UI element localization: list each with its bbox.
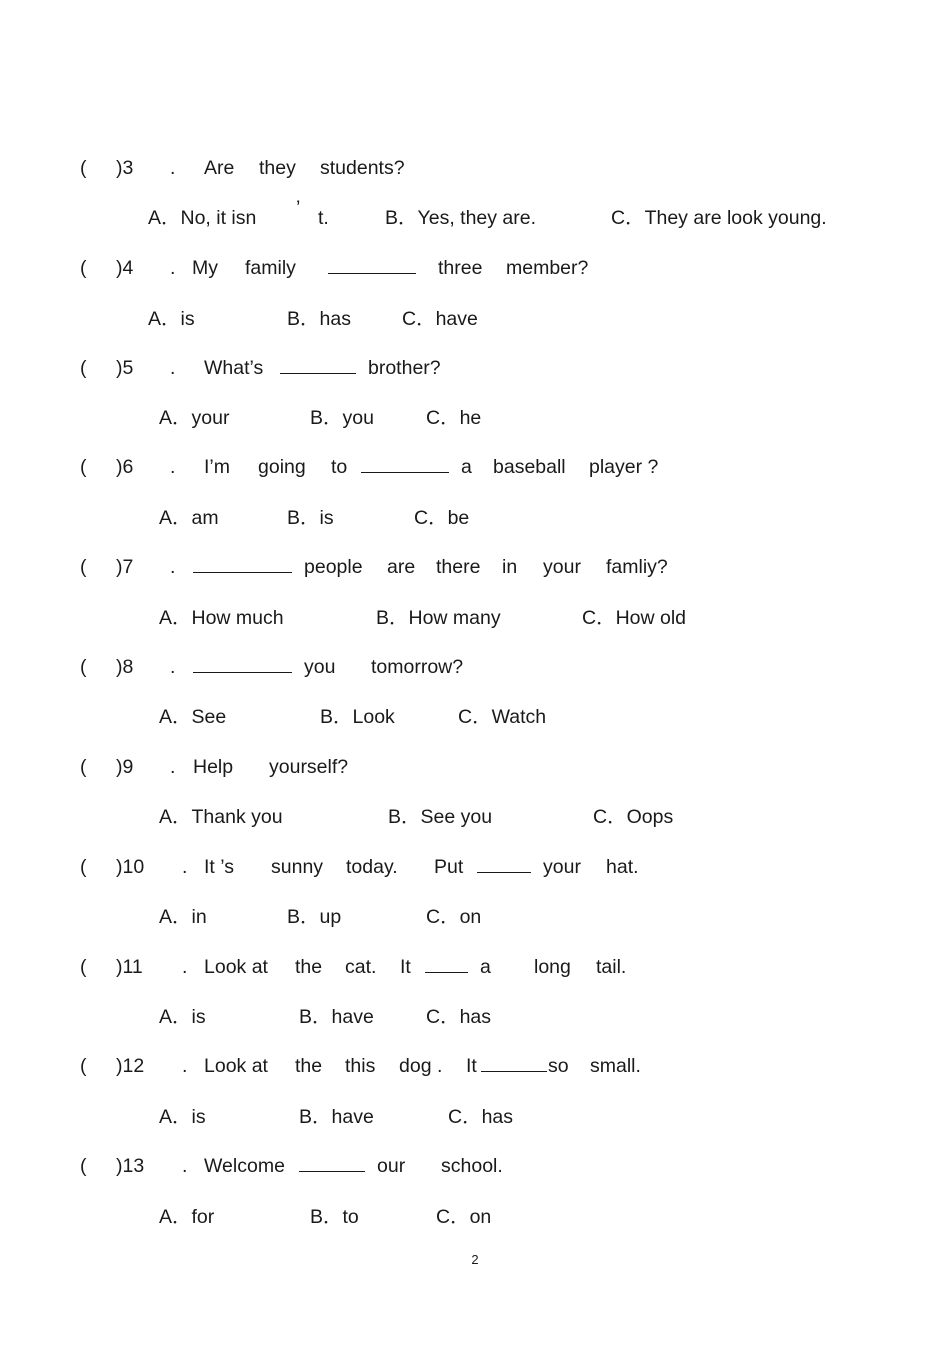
question-text: Look at xyxy=(204,1055,268,1077)
answer-blank[interactable] xyxy=(193,553,292,581)
question-text: yourself? xyxy=(269,756,349,778)
answer-blank[interactable] xyxy=(299,1152,365,1180)
options-5 xyxy=(0,404,950,432)
options-10 xyxy=(0,903,950,931)
question-number: )3 xyxy=(116,157,134,179)
answer-paren-open: ( xyxy=(80,956,87,978)
answer-paren-open: ( xyxy=(80,756,87,778)
option-a: A．in xyxy=(159,906,207,928)
question-6 xyxy=(0,453,950,481)
option-b: B．Yes, they are. xyxy=(385,207,537,229)
question-5 xyxy=(0,354,950,382)
option-a-tail: t. xyxy=(318,207,329,229)
answer-paren-open: ( xyxy=(80,157,87,179)
question-text: tail. xyxy=(596,956,627,978)
question-text: baseball xyxy=(493,456,566,478)
question-text: are xyxy=(387,556,416,578)
question-text: they xyxy=(259,157,296,179)
question-text: Put xyxy=(434,856,464,878)
question-dot: . xyxy=(182,1155,188,1177)
question-text: It xyxy=(466,1055,477,1077)
answer-paren-open: ( xyxy=(80,656,87,678)
question-text: brother? xyxy=(368,357,441,379)
option-c: C．Oops xyxy=(593,806,674,828)
question-dot: . xyxy=(182,856,188,878)
answer-blank[interactable] xyxy=(328,254,416,282)
options-13 xyxy=(0,1203,950,1231)
question-text: long xyxy=(534,956,571,978)
question-number: )8 xyxy=(116,656,134,678)
answer-paren-open: ( xyxy=(80,456,87,478)
option-c: C．on xyxy=(426,906,482,928)
option-c: C．have xyxy=(402,308,478,330)
question-text: our xyxy=(377,1155,406,1177)
option-a: A．No, it isn xyxy=(148,207,257,229)
question-9 xyxy=(0,753,950,781)
question-text: to xyxy=(331,456,348,478)
answer-paren-open: ( xyxy=(80,1155,87,1177)
option-b: B．have xyxy=(299,1006,374,1028)
question-number: )13 xyxy=(116,1155,145,1177)
question-text: family xyxy=(245,257,296,279)
option-a: A．Thank you xyxy=(159,806,283,828)
option-b: B．have xyxy=(299,1106,374,1128)
answer-blank[interactable] xyxy=(481,1052,547,1080)
question-dot: . xyxy=(170,357,176,379)
question-text: Welcome xyxy=(204,1155,285,1177)
question-number: )10 xyxy=(116,856,145,878)
question-text: player ? xyxy=(589,456,659,478)
option-a: A．am xyxy=(159,507,219,529)
question-text: a xyxy=(461,456,472,478)
option-c: C．Watch xyxy=(458,706,547,728)
question-10 xyxy=(0,853,950,881)
question-text: famliy? xyxy=(606,556,668,578)
option-b: B．See you xyxy=(388,806,493,828)
page-number: 2 xyxy=(471,1252,479,1267)
question-number: )11 xyxy=(116,956,143,978)
question-number: )6 xyxy=(116,456,134,478)
question-text: cat. xyxy=(345,956,377,978)
question-4 xyxy=(0,254,950,282)
question-text: school. xyxy=(441,1155,503,1177)
options-12 xyxy=(0,1103,950,1131)
question-text: Are xyxy=(204,157,235,179)
options-6 xyxy=(0,504,950,532)
question-text: today. xyxy=(346,856,398,878)
question-dot: . xyxy=(170,157,176,179)
question-text: the xyxy=(295,956,323,978)
question-text: tomorrow? xyxy=(371,656,464,678)
apostrophe: ’ xyxy=(296,197,301,219)
question-text: hat. xyxy=(606,856,639,878)
question-number: )12 xyxy=(116,1055,145,1077)
question-text: this xyxy=(345,1055,376,1077)
question-dot: . xyxy=(170,456,176,478)
options-3 xyxy=(0,197,950,232)
question-12 xyxy=(0,1052,950,1080)
question-text: a xyxy=(480,956,491,978)
option-a: A．your xyxy=(159,407,230,429)
option-a: A．is xyxy=(159,1006,206,1028)
question-text: It xyxy=(400,956,411,978)
question-dot: . xyxy=(170,257,176,279)
option-b: B．is xyxy=(287,507,334,529)
question-text: sunny xyxy=(271,856,324,878)
option-a: A．See xyxy=(159,706,227,728)
question-dot: . xyxy=(170,556,176,578)
question-dot: . xyxy=(170,756,176,778)
question-dot: . xyxy=(182,1055,188,1077)
option-c: C．They are look young. xyxy=(611,207,827,229)
option-b: B．up xyxy=(287,906,342,928)
options-9 xyxy=(0,803,950,831)
options-11 xyxy=(0,1003,950,1031)
question-text: so xyxy=(548,1055,569,1077)
option-c: C．on xyxy=(436,1206,492,1228)
question-text: your xyxy=(543,856,581,878)
question-text: Look at xyxy=(204,956,268,978)
question-text: students? xyxy=(320,157,405,179)
option-c: C．he xyxy=(426,407,482,429)
question-3 xyxy=(0,154,950,182)
question-dot: . xyxy=(170,656,176,678)
answer-paren-open: ( xyxy=(80,357,87,379)
answer-paren-open: ( xyxy=(80,257,87,279)
question-number: )4 xyxy=(116,257,134,279)
question-text: small. xyxy=(590,1055,641,1077)
question-number: )9 xyxy=(116,756,134,778)
option-c: C．has xyxy=(448,1106,514,1128)
question-text: It ’s xyxy=(204,856,234,878)
question-text: there xyxy=(436,556,481,578)
option-c: C．How old xyxy=(582,607,687,629)
question-dot: . xyxy=(182,956,188,978)
answer-paren-open: ( xyxy=(80,1055,87,1077)
question-text: the xyxy=(295,1055,323,1077)
question-11 xyxy=(0,953,950,981)
question-text: dog . xyxy=(399,1055,443,1077)
answer-blank[interactable] xyxy=(477,853,531,881)
option-c: C．has xyxy=(426,1006,492,1028)
option-b: B．you xyxy=(310,407,374,429)
option-a: A．for xyxy=(159,1206,215,1228)
question-text: What’s xyxy=(204,357,264,379)
option-b: B．has xyxy=(287,308,351,330)
question-text: member? xyxy=(506,257,589,279)
question-13 xyxy=(0,1152,950,1180)
question-text: in xyxy=(502,556,518,578)
answer-blank[interactable] xyxy=(280,354,356,382)
question-text: going xyxy=(258,456,306,478)
option-b: B．How many xyxy=(376,607,501,629)
option-c: C．be xyxy=(414,507,470,529)
question-text: three xyxy=(438,257,483,279)
question-text: people xyxy=(304,556,363,578)
answer-blank[interactable] xyxy=(361,453,449,481)
question-text: you xyxy=(304,656,336,678)
option-a: A．is xyxy=(159,1106,206,1128)
options-8 xyxy=(0,703,950,731)
answer-blank[interactable] xyxy=(193,653,292,681)
option-a: A．is xyxy=(148,308,195,330)
question-number: )7 xyxy=(116,556,134,578)
question-8 xyxy=(0,653,950,681)
answer-paren-open: ( xyxy=(80,856,87,878)
options-4 xyxy=(0,305,950,333)
answer-blank[interactable] xyxy=(425,953,468,981)
option-b: B．Look xyxy=(320,706,395,728)
question-text: Help xyxy=(193,756,234,778)
option-a: A．How much xyxy=(159,607,284,629)
options-7 xyxy=(0,604,950,632)
question-number: )5 xyxy=(116,357,134,379)
question-text: your xyxy=(543,556,581,578)
option-b: B．to xyxy=(310,1206,359,1228)
answer-paren-open: ( xyxy=(80,556,87,578)
question-text: My xyxy=(192,257,218,279)
question-text: I’m xyxy=(204,456,230,478)
question-7 xyxy=(0,553,950,581)
